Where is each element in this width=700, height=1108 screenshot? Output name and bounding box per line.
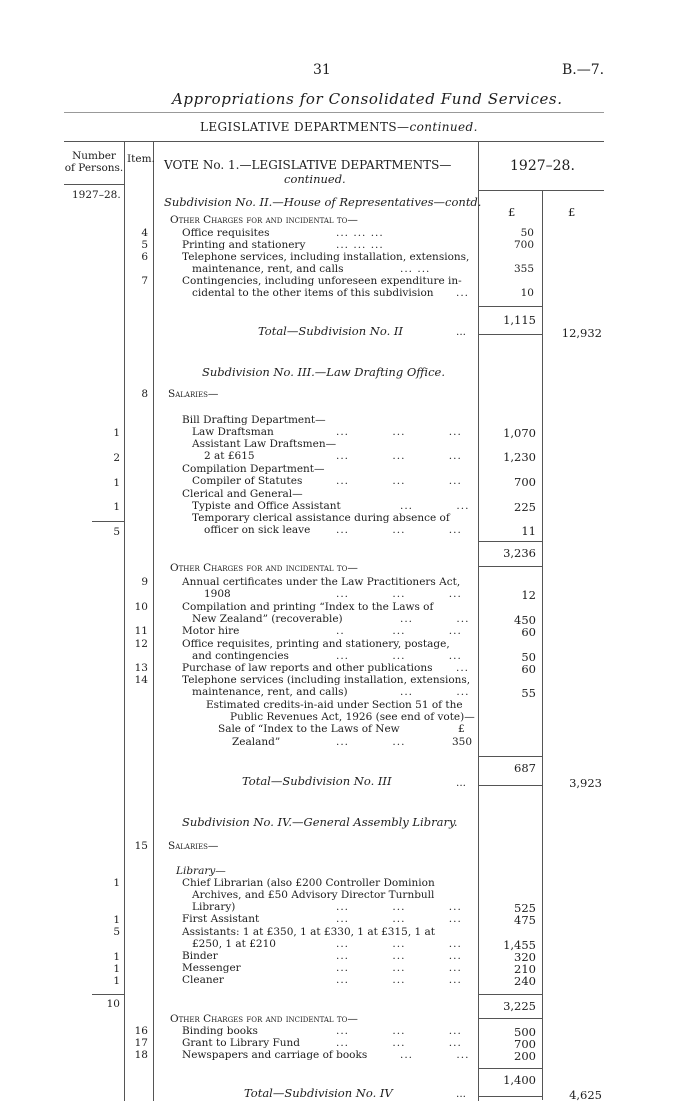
sub4-salaries: Salaries— xyxy=(168,840,219,852)
sub4-assistants-line1: Assistants: 1 at £350, 1 at £330, 1 at £315, 1 at xyxy=(182,926,436,938)
sub3-compiler-n: 1 xyxy=(113,477,120,489)
sub4-amount-16: 500 xyxy=(514,1025,536,1039)
left-year: 1927–28. xyxy=(72,189,121,201)
sub4-row-17-dots: ... ... ... xyxy=(336,1037,462,1049)
sub2-item-7: 7 xyxy=(141,275,148,287)
sub2-row-7-text2: cidental to the other items of this subdivision xyxy=(192,287,434,299)
sub2-row-7-text: Contingencies, including unforeseen expenditure in- xyxy=(182,275,462,287)
sub3-two-at-amt: 1,230 xyxy=(503,450,536,464)
sub2-total: 12,932 xyxy=(561,326,602,340)
sub3-total-dots: ... xyxy=(456,777,467,789)
sub3-row-11-dots: .. ... ... xyxy=(336,625,462,637)
pound-sign-2: £ xyxy=(568,205,576,219)
sub3-typiste-dots: ... ... xyxy=(400,500,470,512)
sub2-row-4-dots: ... ... ... xyxy=(336,227,384,239)
sub4-messenger-n: 1 xyxy=(113,963,120,975)
sub3-credits-line4: Zealand” xyxy=(232,736,281,748)
sub4-chief-line3: Library) xyxy=(192,901,236,913)
sub3-credits-dots: ... ... xyxy=(336,736,406,748)
col-line-item xyxy=(153,141,154,1101)
sub3-item-11: 11 xyxy=(134,625,148,637)
sub2-item-4: 4 xyxy=(141,227,148,239)
sub4-chief-amt: 525 xyxy=(514,901,536,915)
sub4-cleaner-n: 1 xyxy=(113,975,120,987)
sub4-binder: Binder xyxy=(182,950,218,962)
sub4-heading: Subdivision No. IV.—General Assembly Library. xyxy=(182,815,458,829)
sub3-row-10-dots: ... ... xyxy=(400,613,470,625)
col-head-persons-line1: Number xyxy=(72,150,116,162)
sub3-credits-line3: Sale of “Index to the Laws of New xyxy=(218,723,400,735)
sub3-row-9-text: Annual certificates under the Law Practitioners Act, xyxy=(182,576,461,588)
sub3-row-14-text: Telephone services (including installation, extensions, xyxy=(182,674,471,686)
sub3-item-14: 14 xyxy=(134,674,148,686)
sub4-chief-line2: Archives, and £50 Advisory Director Turnbull xyxy=(192,889,435,901)
sub4-messenger: Messenger xyxy=(182,962,241,974)
sub3-compiler-amt: 700 xyxy=(514,475,536,489)
sub3-bill-dept: Bill Drafting Department— xyxy=(182,414,326,426)
sub3-total-label: Total—Subdivision No. III xyxy=(242,774,392,788)
sub3-persons-rule xyxy=(92,521,124,522)
sub4-row-18-dots: ... ... xyxy=(400,1049,470,1061)
sub3-item-9: 9 xyxy=(141,576,148,588)
document-reference: B.—7. xyxy=(562,62,605,78)
sub3-row-9-dots: ... ... ... xyxy=(336,588,462,600)
sub3-clerical: Clerical and General— xyxy=(182,488,303,500)
sub2-row-5-text: Printing and stationery xyxy=(182,239,306,251)
sub2-total-rule xyxy=(478,334,542,335)
sub3-law-draftsman-dots: ... ... ... xyxy=(336,426,462,438)
sub4-chief-line1: Chief Librarian (also £200 Controller Dominion xyxy=(182,877,435,889)
sub3-typiste-n: 1 xyxy=(113,501,120,513)
table-head-rule-right xyxy=(478,190,604,191)
col-head-persons-line2: of Persons. xyxy=(64,162,124,174)
sub3-typiste: Typiste and Office Assistant xyxy=(192,500,341,512)
sub3-law-draftsman-amt: 1,070 xyxy=(503,426,536,440)
vote-title: VOTE No. 1.—LEGISLATIVE DEPARTMENTS— xyxy=(164,158,452,172)
sub4-messenger-dots: ... ... ... xyxy=(336,962,462,974)
sub3-amount-11: 60 xyxy=(521,625,536,639)
sub4-total-label: Total—Subdivision No. IV xyxy=(244,1086,393,1100)
sub4-assistants-amt: 1,455 xyxy=(503,938,536,952)
sub4-chief-n: 1 xyxy=(113,877,120,889)
sub3-amount-9: 12 xyxy=(521,588,536,602)
sub2-total-label: Total—Subdivision No. II xyxy=(258,324,403,338)
sub2-row-6-text: Telephone services, including installation, extensions, xyxy=(182,251,470,263)
sub3-assistant-drafts: Assistant Law Draftsmen— xyxy=(192,438,337,450)
sub3-total-rule xyxy=(478,785,542,786)
header-rule-bottom xyxy=(64,141,604,142)
sub3-two-at-dots: ... ... ... xyxy=(336,450,462,462)
table-head-rule-left xyxy=(64,184,124,185)
sub3-temporary-dots: ... ... ... xyxy=(336,524,462,536)
sub3-item-13: 13 xyxy=(134,662,148,674)
sub4-total-rule xyxy=(478,1096,542,1097)
sub3-amount-13: 60 xyxy=(521,662,536,676)
sub4-other-charges: Other Charges for and incidental to— xyxy=(170,1013,358,1025)
sub4-row-16-dots: ... ... ... xyxy=(336,1025,462,1037)
header-rule-top xyxy=(64,112,604,113)
sub3-credits-line2: Public Revenues Act, 1926 (see end of vote)— xyxy=(230,711,475,723)
sub4-row-16-text: Binding books xyxy=(182,1025,258,1037)
sub2-row-5-dots: ... ... ... xyxy=(336,239,384,251)
sub4-first-asst-dots: ... ... ... xyxy=(336,913,462,925)
pound-sign-1: £ xyxy=(508,205,516,219)
col-line-amount xyxy=(542,190,543,1100)
sub4-salaries-total: 3,225 xyxy=(503,999,536,1013)
sub3-salaries-total: 3,236 xyxy=(503,546,536,560)
sub4-first-asst-n: 1 xyxy=(113,914,120,926)
sub3-row-10-text: Compilation and printing “Index to the Laws of xyxy=(182,601,434,613)
sub4-total-dots: ... xyxy=(456,1088,467,1100)
col-line-desc xyxy=(478,141,479,1101)
sub3-persons-total: 5 xyxy=(113,526,120,538)
sub4-binder-amt: 320 xyxy=(514,950,536,964)
sub2-item-6: 6 xyxy=(141,251,148,263)
sub4-cleaner-dots: ... ... ... xyxy=(336,974,462,986)
sub3-salaries-rule xyxy=(478,541,542,542)
sub4-cleaner-amt: 240 xyxy=(514,974,536,988)
sub3-compilation: Compilation Department— xyxy=(182,463,325,475)
sub4-total: 4,625 xyxy=(569,1088,602,1102)
sub2-heading: Subdivision No. II.—House of Representatives—contd. xyxy=(164,195,482,209)
sub3-amount-12: 50 xyxy=(521,650,536,664)
sub2-subtotal: 1,115 xyxy=(503,313,536,327)
sub4-cleaner: Cleaner xyxy=(182,974,224,986)
sub2-amount-6: 355 xyxy=(513,263,534,275)
sub3-two-at-n: 2 xyxy=(113,452,120,464)
subtitle-continued: continued. xyxy=(409,120,478,134)
sub4-subtotal-rule xyxy=(478,1068,542,1069)
sub4-first-asst: First Assistant xyxy=(182,913,260,925)
sub3-row-12-text2: and contingencies xyxy=(192,650,289,662)
sub3-row-14-dots: ... ... xyxy=(400,686,470,698)
sub3-salaries: Salaries— xyxy=(168,388,219,400)
sub4-library: Library— xyxy=(176,865,226,877)
sub4-item-17: 17 xyxy=(134,1037,148,1049)
sub4-row-18-text: Newspapers and carriage of books xyxy=(182,1049,368,1061)
sub3-temporary2: officer on sick leave xyxy=(204,524,311,536)
sub3-salaries-item: 8 xyxy=(141,388,148,400)
sub3-row-14-text2: maintenance, rent, and calls) xyxy=(192,686,348,698)
sub3-temporary: Temporary clerical assistance during absence of xyxy=(192,512,450,524)
sub2-amount-7: 10 xyxy=(520,287,534,299)
sub4-item-18: 18 xyxy=(134,1049,148,1061)
sub2-row-4-text: Office requisites xyxy=(182,227,270,239)
sub3-other-charges: Other Charges for and incidental to— xyxy=(170,562,358,574)
sub2-row-7-dots: ... xyxy=(456,287,470,299)
sub4-subtotal: 1,400 xyxy=(503,1073,536,1087)
sub3-heading: Subdivision No. III.—Law Drafting Office. xyxy=(202,365,446,379)
sub3-typiste-amt: 225 xyxy=(514,500,536,514)
sub2-total-dots: ... xyxy=(456,326,467,338)
col-head-item: Item. xyxy=(127,153,155,165)
col-head-persons xyxy=(64,150,124,174)
sub3-credits-line1: Estimated credits-in-aid under Section 51 of the xyxy=(206,699,463,711)
sub2-other-charges: Other Charges for and incidental to— xyxy=(170,214,358,226)
sub3-total: 3,923 xyxy=(569,776,602,790)
sub3-item-10: 10 xyxy=(134,601,148,613)
sub3-item-12: 12 xyxy=(134,638,148,650)
sub4-binder-dots: ... ... ... xyxy=(336,950,462,962)
sub3-temporary-amt: 11 xyxy=(521,524,536,538)
sub4-chief-dots: ... ... ... xyxy=(336,901,462,913)
sub4-item-16: 16 xyxy=(134,1025,148,1037)
sub2-amount-5: 700 xyxy=(513,239,534,251)
sub3-subtotal: 687 xyxy=(514,761,536,775)
sub3-credits-pound: £ xyxy=(458,723,465,735)
sub4-amount-18: 200 xyxy=(514,1049,536,1063)
sub4-salaries-item: 15 xyxy=(134,840,148,852)
page-title: Appropriations for Consolidated Fund Services. xyxy=(172,90,563,108)
sub3-row-13-dots: ... xyxy=(456,662,470,674)
sub3-row-11-text: Motor hire xyxy=(182,625,240,637)
col-head-year: 1927–28. xyxy=(510,158,575,174)
sub3-compiler-dots: ... ... ... xyxy=(336,475,462,487)
sub3-row-12-text: Office requisites, printing and stationery, postage, xyxy=(182,638,450,650)
sub3-subtotal-rule xyxy=(478,756,542,757)
sub2-row-6-text2: maintenance, rent, and calls xyxy=(192,263,344,275)
sub2-subtotal-rule xyxy=(478,306,542,307)
sub4-messenger-amt: 210 xyxy=(514,962,536,976)
sub4-assistants-line2: £250, 1 at £210 xyxy=(192,938,276,950)
sub4-salaries-rule xyxy=(478,994,542,995)
vote-continued: continued. xyxy=(284,172,346,186)
sub4-other-rule xyxy=(478,1018,542,1019)
sub3-two-at: 2 at £615 xyxy=(204,450,255,462)
sub2-item-5: 5 xyxy=(141,239,148,251)
sub2-amount-4: 50 xyxy=(520,227,534,239)
sub3-amount-10: 450 xyxy=(514,613,536,627)
sub3-row-12-dots: ... ... ... xyxy=(336,650,462,662)
col-line-persons xyxy=(124,141,125,1101)
sub4-assistants-dots: ... ... ... xyxy=(336,938,462,950)
sub3-row-10-text2: New Zealand” (recoverable) xyxy=(192,613,343,625)
sub3-law-draftsman: Law Draftsman xyxy=(192,426,274,438)
sub4-persons-total: 10 xyxy=(106,998,120,1010)
sub4-binder-n: 1 xyxy=(113,951,120,963)
sub3-compiler: Compiler of Statutes xyxy=(192,475,303,487)
page-number: 31 xyxy=(313,62,331,78)
sub2-row-6-dots: ... ... xyxy=(400,263,431,275)
sub3-other-rule xyxy=(478,566,542,567)
sub4-persons-rule xyxy=(92,994,124,995)
sub3-law-draftsman-n: 1 xyxy=(113,427,120,439)
sub3-row-13-text: Purchase of law reports and other publications xyxy=(182,662,433,674)
sub4-first-asst-amt: 475 xyxy=(514,913,536,927)
sub3-row-9-text2: 1908 xyxy=(204,588,231,600)
sub3-amount-14: 55 xyxy=(521,686,536,700)
sub3-credits-amount: 350 xyxy=(451,736,472,748)
sub4-row-17-text: Grant to Library Fund xyxy=(182,1037,301,1049)
sub4-assistants-n: 5 xyxy=(113,926,120,938)
page-subtitle xyxy=(200,120,478,134)
subtitle-main: LEGISLATIVE DEPARTMENTS— xyxy=(200,120,410,134)
sub4-amount-17: 700 xyxy=(514,1037,536,1051)
